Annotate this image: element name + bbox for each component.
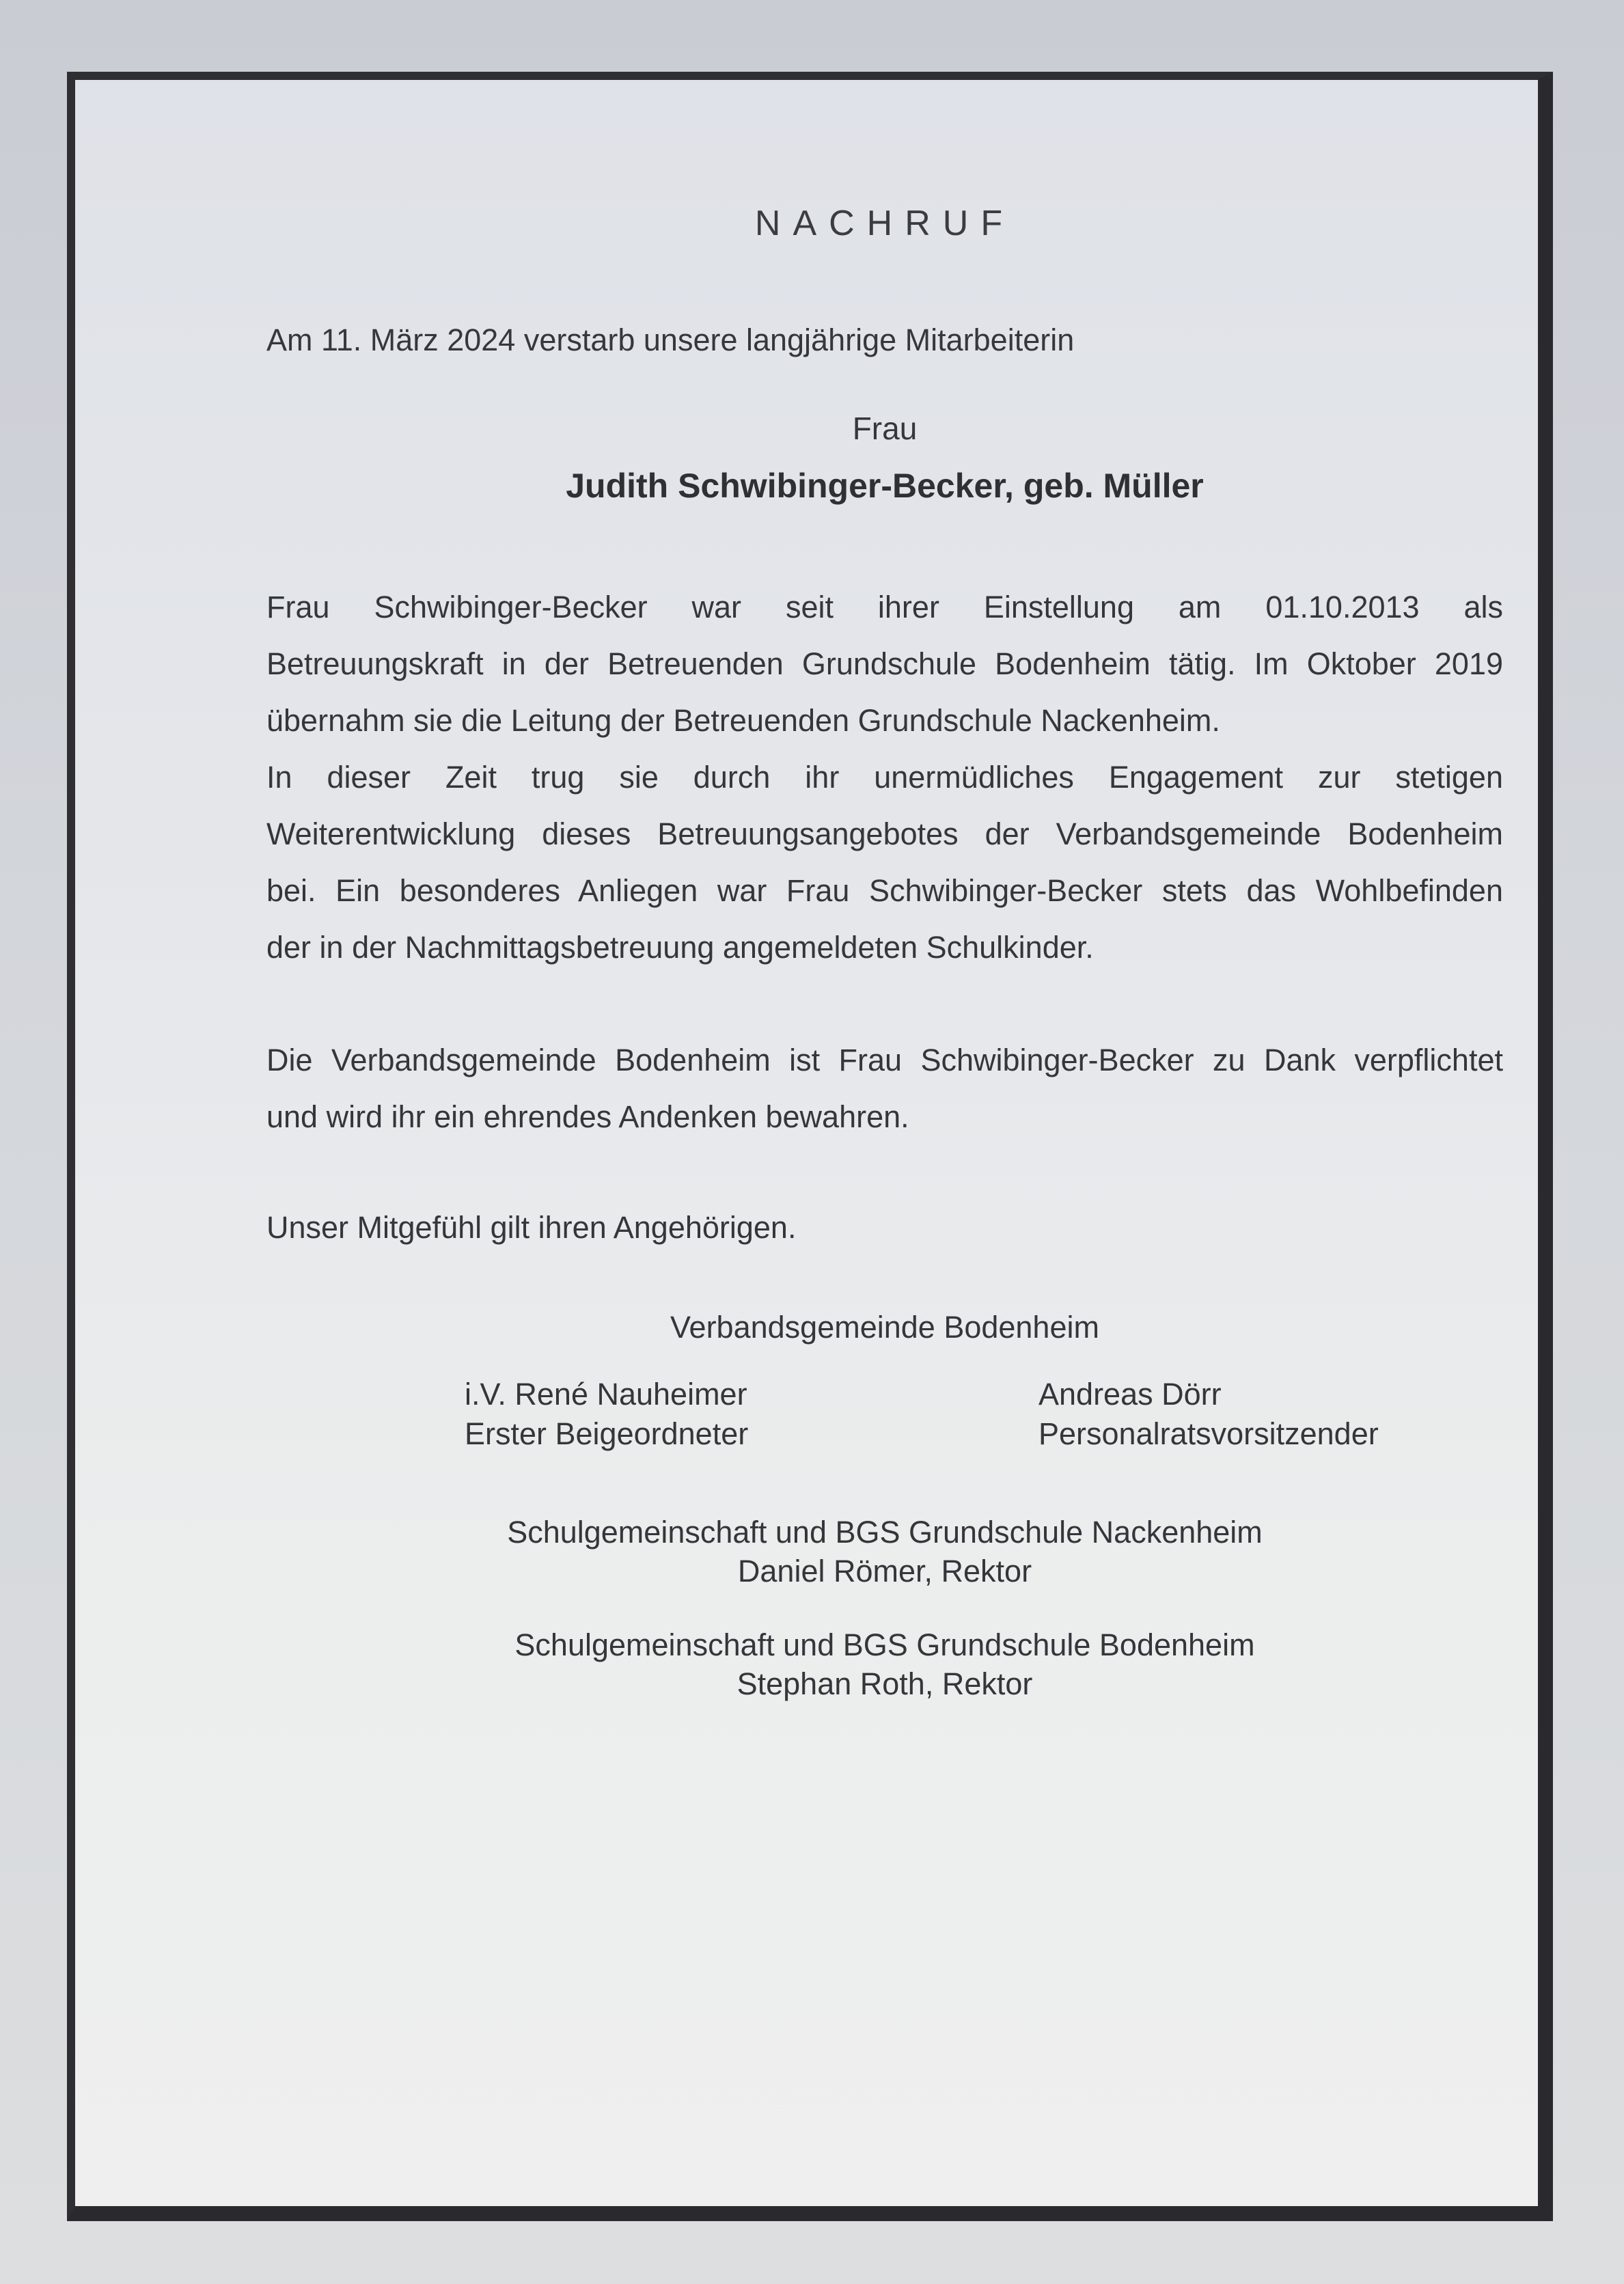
signatory-right <box>1038 1375 1379 1454</box>
school-person: Daniel Römer, Rektor <box>737 1554 1032 1588</box>
paragraph-line: Die Verbandsgemeinde Bodenheim ist Frau Schwibinger-Becker zu Dank verpflichtet <box>266 1043 1503 1077</box>
paragraph-line: und wird ihr ein ehrendes Andenken bewahren. <box>266 1099 909 1134</box>
organization-name: Verbandsgemeinde Bodenheim <box>670 1310 1099 1345</box>
school-block-nackenheim <box>266 1513 1503 1591</box>
deceased-name: Judith Schwibinger-Becker, geb. Müller <box>566 467 1204 505</box>
paragraph-line: In dieser Zeit trug sie durch ihr unermüdliches Engagement zur stetigen <box>266 760 1503 795</box>
paragraph-line: Weiterentwicklung dieses Betreuungsangebotes der Verbandsgemeinde Bodenheim <box>266 816 1503 851</box>
signatory-name: Andreas Dörr <box>1038 1377 1222 1412</box>
signatory-name: i.V. René Nauheimer <box>465 1377 747 1412</box>
school-block-bodenheim <box>266 1625 1503 1703</box>
paragraph-line: der in der Nachmittagsbetreuung angemeldeten Schulkinder. <box>266 930 1094 965</box>
salutation: Frau <box>852 411 918 446</box>
intro-line: Am 11. März 2024 verstarb unsere langjährige Mitarbeiterin <box>266 322 1075 357</box>
signatory-left <box>465 1375 748 1454</box>
signatory-role: Personalratsvorsitzender <box>1038 1416 1379 1451</box>
paragraph-line: Frau Schwibinger-Becker war seit ihrer Einstellung am 01.10.2013 als <box>266 590 1503 624</box>
school-org: Schulgemeinschaft und BGS Grundschule Bodenheim <box>514 1627 1255 1662</box>
paragraph-line: bei. Ein besonderes Anliegen war Frau Schwibinger-Becker stets das Wohlbefinden <box>266 873 1503 908</box>
document-title: NACHRUF <box>754 204 1015 243</box>
paragraph-gratitude <box>266 1032 1503 1145</box>
paragraph-line: übernahm sie die Leitung der Betreuenden Grundschule Nackenheim. <box>266 703 1220 738</box>
paragraph-line: Betreuungskraft in der Betreuenden Grundschule Bodenheim tätig. Im Oktober 2019 <box>266 646 1503 681</box>
school-org: Schulgemeinschaft und BGS Grundschule Nackenheim <box>507 1515 1263 1550</box>
obituary-sheet <box>67 72 1553 2221</box>
school-person: Stephan Roth, Rektor <box>737 1666 1033 1701</box>
paragraph-career <box>266 579 1503 976</box>
signatory-role: Erster Beigeordneter <box>465 1416 749 1451</box>
paragraph-condolence: Unser Mitgefühl gilt ihren Angehörigen. <box>266 1210 797 1245</box>
